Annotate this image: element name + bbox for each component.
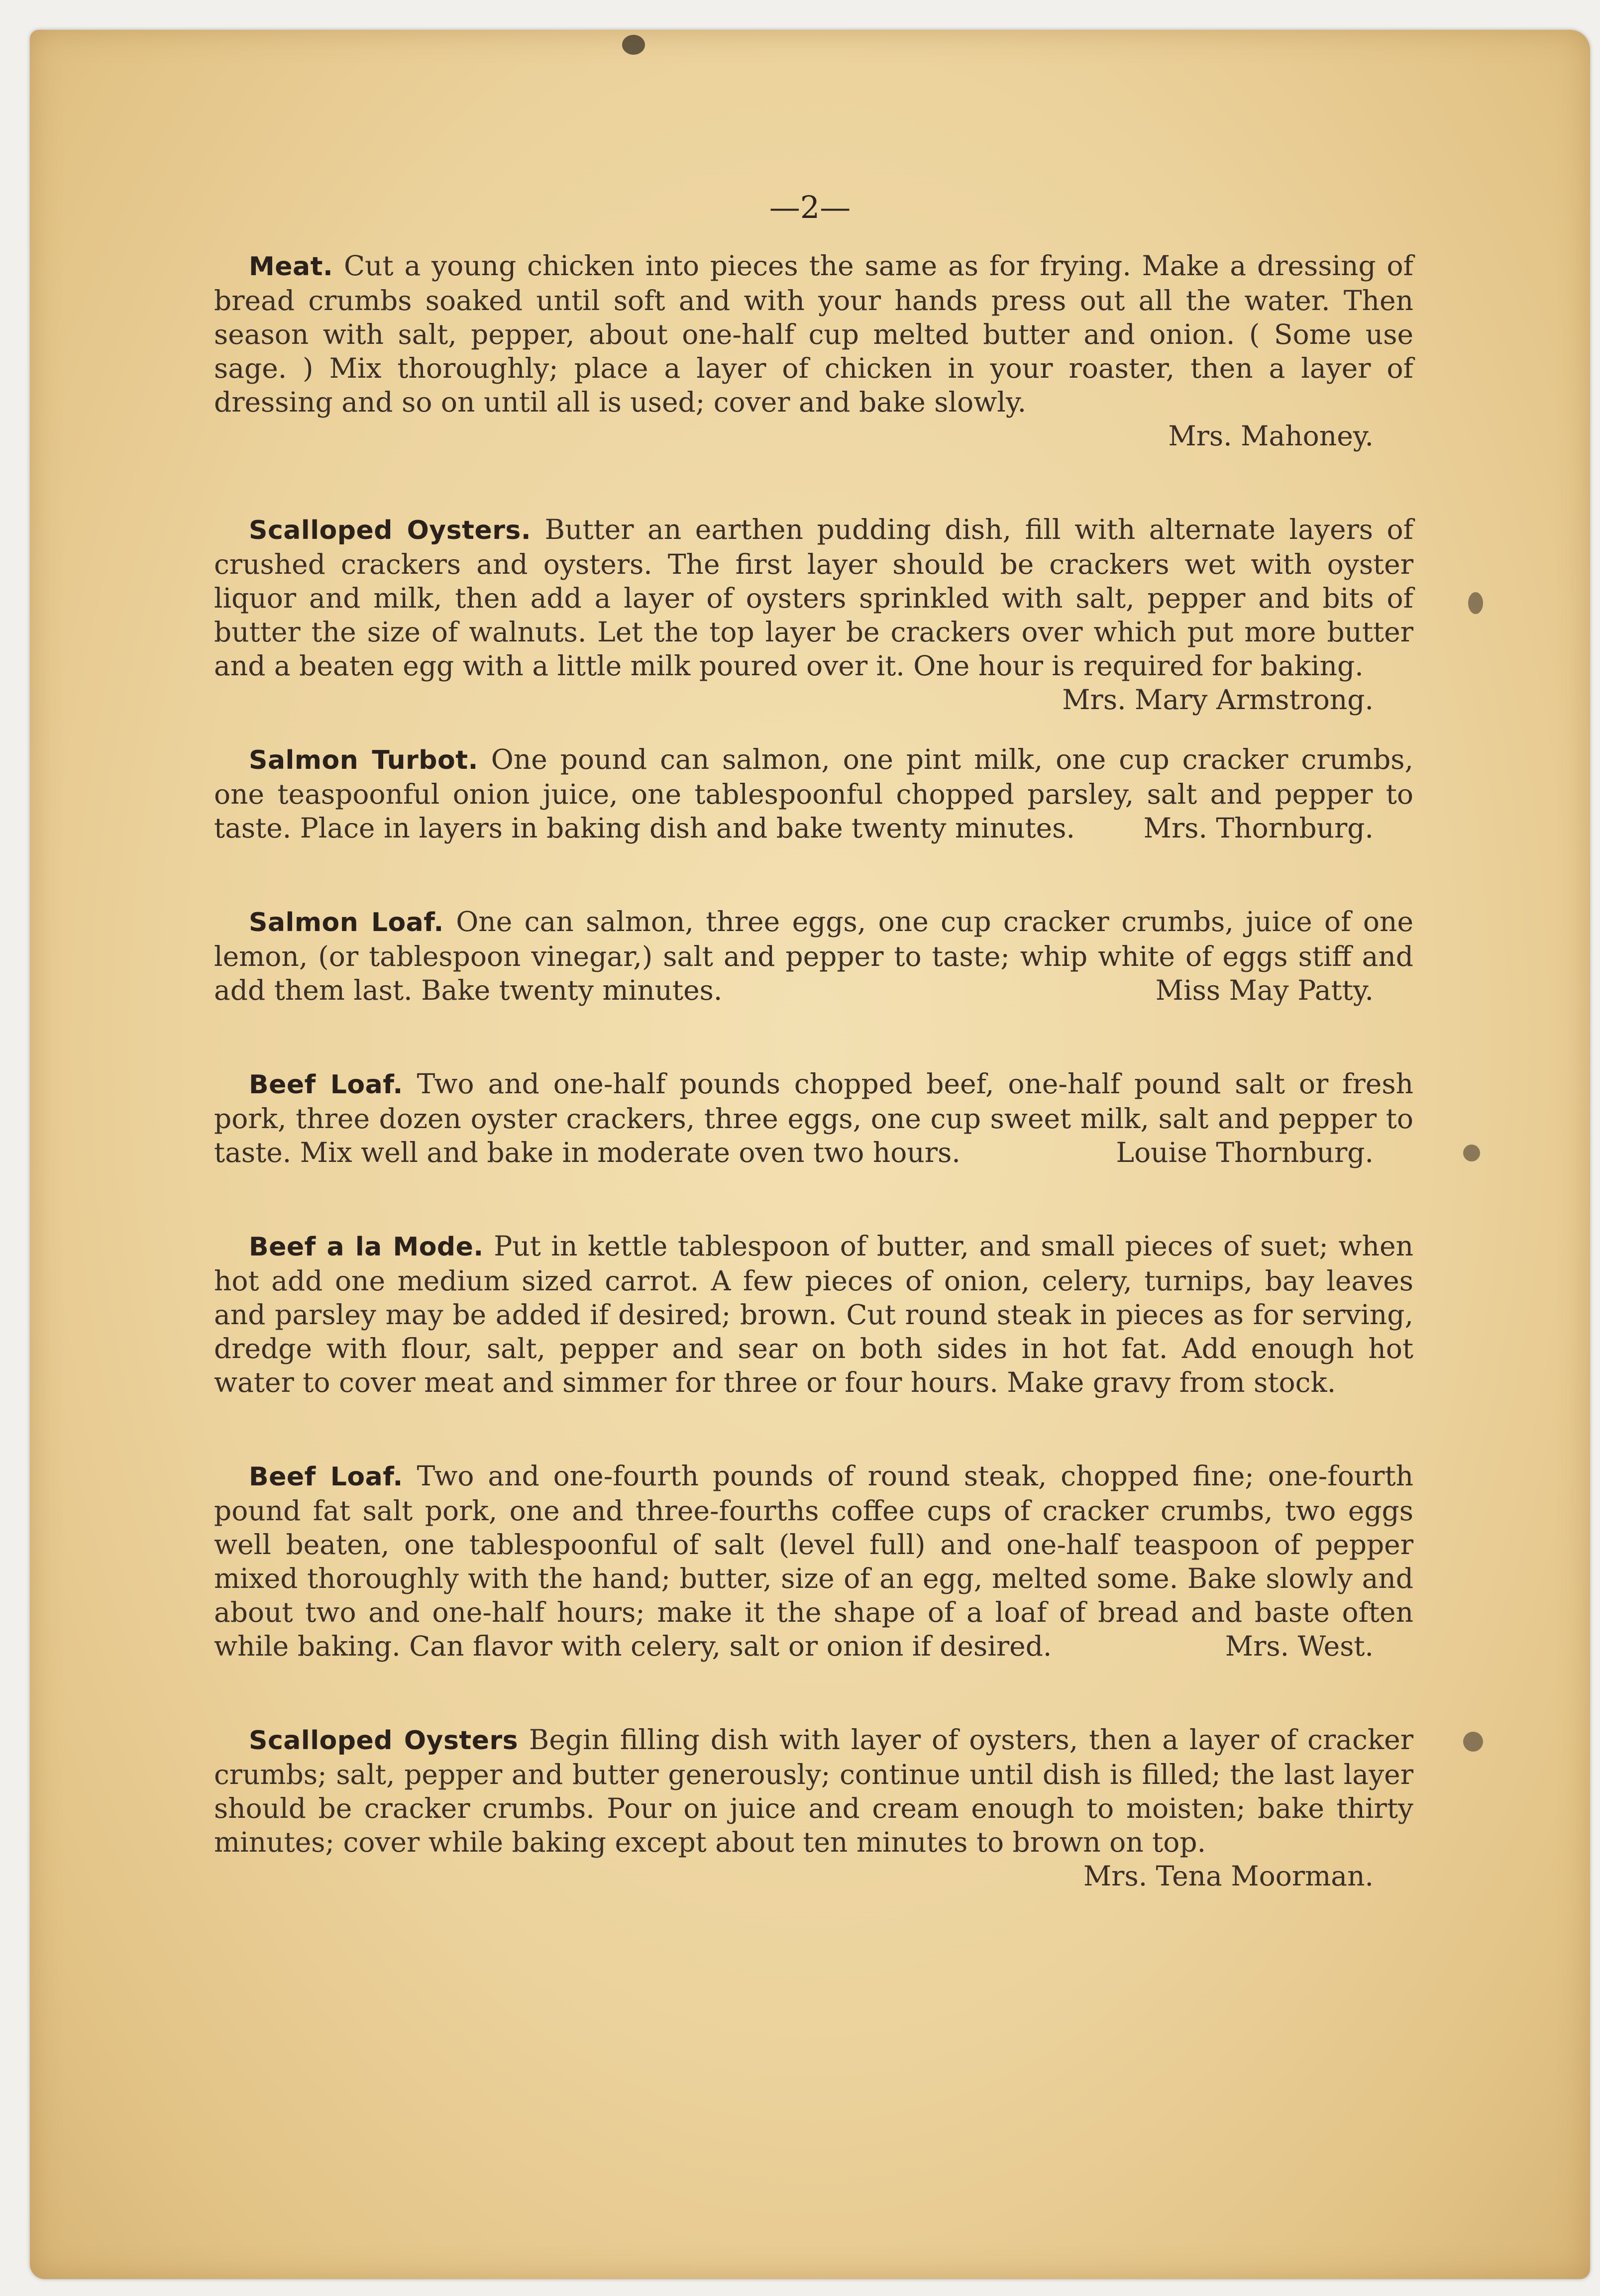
recipe-meat bbox=[214, 249, 1413, 453]
recipe-text: One can salmon, three eggs, one cup cracker crumbs, juice of one lemon, (or tablespoon vinegar,) salt and pepper to taste; whip white of eggs stiff and add them last. Bake twenty minutes. bbox=[214, 906, 1414, 1006]
page-number: —2— bbox=[769, 189, 851, 225]
ink-spot bbox=[1468, 592, 1483, 614]
recipe-text: Two and one-fourth pounds of round steak, chopped fine; one-fourth pound fat salt pork, one and three-fourths coffee cups of cracker crumbs, two eggs well beaten, one tablespoonful of salt (level full) and one-half teaspoon of pepper mixed thoroughly with the hand; butter, size of an egg, melted some. Bake slowly and about two and one-half hours; make it the shape of a loaf of bread and baste often while baking. Can flavor with celery, salt or onion if desired. bbox=[214, 1460, 1413, 1662]
recipe-title: Scalloped Oysters bbox=[249, 1726, 519, 1756]
recipe-title: Scalloped Oysters. bbox=[249, 516, 532, 545]
recipe-title: Meat. bbox=[249, 252, 333, 282]
recipe-author: Mrs. Mahoney. bbox=[1168, 420, 1374, 452]
recipe-beef-a-la-mode bbox=[214, 1229, 1413, 1399]
recipe-salmon-loaf bbox=[214, 905, 1413, 1007]
recipe-text: Two and one-half pounds chopped beef, one-half pound salt or fresh pork, three dozen oyster crackers, three eggs, one cup sweet milk, salt and pepper to taste. Mix well and bake in moderate oven two hours. bbox=[214, 1068, 1413, 1168]
recipe-author: Louise Thornburg. bbox=[1116, 1137, 1374, 1168]
recipe-title: Beef Loaf. bbox=[249, 1070, 403, 1100]
ink-spot bbox=[1463, 1145, 1480, 1161]
recipe-text: Cut a young chicken into pieces the same as for frying. Make a dressing of bread crumbs soaked until soft and with your hands press out all the water. Then season with salt, pepper, about one-half cup melted butter and onion. ( Some use sage. ) Mix thoroughly; place a layer of chicken in your roaster, then a layer of dressing and so on until all is used; cover and bake slowly. bbox=[214, 250, 1413, 418]
recipe-text: Butter an earthen pudding dish, fill with alternate layers of crushed crackers and oysters. The first layer should be crackers wet with oyster liquor and milk, then add a layer of oysters sprinkled with salt, pepper and bits of butter the size of walnuts. Let the top layer be crackers over which put more butter and a beaten egg with a little milk poured over it. One hour is required for baking. bbox=[214, 514, 1413, 682]
recipe-author: Mrs. West. bbox=[1225, 1630, 1374, 1662]
recipe-title: Beef Loaf. bbox=[249, 1462, 403, 1492]
recipe-scalloped-oysters bbox=[214, 513, 1413, 716]
book-page bbox=[30, 30, 1590, 2279]
recipe-author: Mrs. Thornburg. bbox=[1143, 812, 1374, 844]
recipe-text: Begin filling dish with layer of oysters, then a layer of cracker crumbs; salt, pepper and butter generously; continue until dish is filled; the last layer should be cracker crumbs. Pour on juice and cream enough to moisten; bake thirty minutes; cover while baking except about ten minutes to brown on top. bbox=[214, 1724, 1414, 1858]
recipe-title: Beef a la Mode. bbox=[249, 1232, 484, 1262]
recipe-scalloped-oysters-2 bbox=[214, 1723, 1413, 1893]
recipe-list bbox=[214, 249, 1413, 1953]
recipe-text: Put in kettle tablespoon of butter, and small pieces of suet; when hot add one medium sized carrot. A few pieces of onion, celery, turnips, bay leaves and parsley may be added if desired; brown. Cut round steak in pieces as for serving, dredge with flour, salt, pepper and sear on both sides in hot fat. Add enough hot water to cover meat and simmer for three or four hours. Make gravy from stock. bbox=[214, 1230, 1413, 1398]
ink-spot bbox=[1463, 1732, 1483, 1752]
recipe-beef-loaf bbox=[214, 1067, 1413, 1169]
recipe-beef-loaf-2 bbox=[214, 1459, 1413, 1663]
recipe-author: Miss May Patty. bbox=[1155, 974, 1374, 1006]
recipe-text: One pound can salmon, one pint milk, one cup cracker crumbs, one teaspoonful onion juice, one tablespoonful chopped parsley, salt and pepper to taste. Place in layers in baking dish and bake twenty minutes. bbox=[214, 743, 1413, 844]
recipe-title: Salmon Turbot. bbox=[249, 745, 478, 775]
recipe-salmon-turbot bbox=[214, 742, 1413, 845]
ink-spot bbox=[622, 35, 645, 55]
recipe-author: Mrs. Mary Armstrong. bbox=[1062, 684, 1374, 716]
recipe-author: Mrs. Tena Moorman. bbox=[1083, 1860, 1374, 1892]
recipe-title: Salmon Loaf. bbox=[249, 908, 444, 938]
